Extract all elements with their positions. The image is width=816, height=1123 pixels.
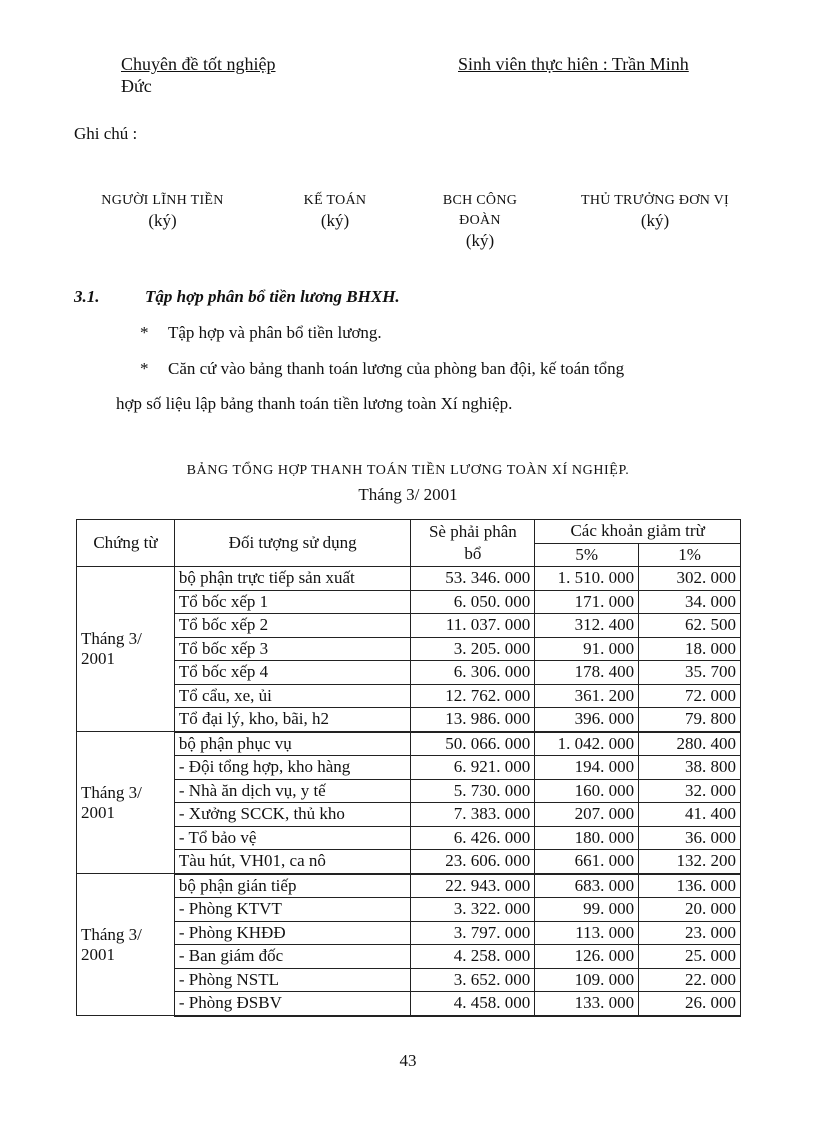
table-row: [77, 874, 741, 898]
row-5pct: 194. 000: [535, 756, 639, 780]
group-label: [77, 567, 175, 732]
row-1pct: 62. 500: [639, 614, 741, 638]
table-row: [77, 826, 741, 850]
header-doi-tuong-text: Đối tượng sử dụng: [228, 533, 357, 552]
header-se-phai-line2: bổ: [464, 544, 482, 563]
group-label: [77, 732, 175, 874]
row-name: - Phòng KTVT: [174, 898, 411, 922]
table-row: [77, 921, 741, 945]
group-label-line2: 2001: [81, 649, 115, 668]
table-row: [77, 661, 741, 685]
signature-title: THỦ TRƯỞNG ĐƠN VỊ: [580, 193, 730, 208]
row-amount: 53. 346. 000: [411, 567, 535, 591]
row-name: - Xưởng SCCK, thủ kho: [174, 803, 411, 827]
salary-table: [76, 519, 741, 1017]
signature-title: NGƯỜI LĨNH TIỀN: [101, 193, 224, 208]
group-label-line2: 2001: [81, 802, 115, 822]
row-5pct: 109. 000: [535, 968, 639, 992]
row-amount: 6. 426. 000: [411, 826, 535, 850]
header-se-phai: [411, 520, 535, 567]
row-1pct: 36. 000: [639, 826, 741, 850]
row-name: Tổ cẩu, xe, ủi: [174, 684, 411, 708]
row-5pct: 312. 400: [535, 614, 639, 638]
row-5pct: 91. 000: [535, 637, 639, 661]
row-name: Tổ bốc xếp 4: [174, 661, 411, 685]
row-1pct: 26. 000: [639, 992, 741, 1016]
group-label-line1: Tháng 3/: [81, 629, 142, 648]
row-1pct: 302. 000: [639, 567, 741, 591]
row-amount: 13. 986. 000: [411, 708, 535, 732]
table-row: [77, 945, 741, 969]
header-1pct: 1%: [639, 543, 741, 567]
group-label-line1: Tháng 3/: [81, 924, 142, 944]
signature-block-receiver: [80, 191, 245, 231]
table-row: [77, 779, 741, 803]
row-amount: 6. 050. 000: [411, 590, 535, 614]
row-amount: 3. 652. 000: [411, 968, 535, 992]
row-1pct: 38. 800: [639, 756, 741, 780]
row-5pct: 160. 000: [535, 779, 639, 803]
signature-block-accountant: [270, 191, 400, 231]
table-row: [77, 968, 741, 992]
row-name: - Phòng NSTL: [174, 968, 411, 992]
row-name: Tổ đại lý, kho, bãi, h2: [174, 708, 411, 732]
row-5pct: 207. 000: [535, 803, 639, 827]
signature-title-line1: BCH CÔNG: [442, 193, 518, 208]
row-1pct: 34. 000: [639, 590, 741, 614]
table-row: [77, 850, 741, 874]
row-amount: 12. 762. 000: [411, 684, 535, 708]
group-label: [77, 874, 175, 1016]
row-5pct: 1. 510. 000: [535, 567, 639, 591]
row-amount: 50. 066. 000: [411, 732, 535, 756]
row-5pct: 661. 000: [535, 850, 639, 874]
table-row: [77, 637, 741, 661]
row-amount: 7. 383. 000: [411, 803, 535, 827]
row-1pct: 23. 000: [639, 921, 741, 945]
row-amount: 23. 606. 000: [411, 850, 535, 874]
row-1pct: 20. 000: [639, 898, 741, 922]
table-row: [77, 756, 741, 780]
header-5pct: 5%: [535, 543, 639, 567]
table-row: [77, 732, 741, 756]
header-se-phai-line1: Sè phải phân: [428, 522, 517, 541]
row-amount: 6. 306. 000: [411, 661, 535, 685]
row-name: Tổ bốc xếp 1: [174, 590, 411, 614]
row-1pct: 132. 200: [639, 850, 741, 874]
section-title: Tập hợp phân bổ tiền lương BHXH.: [145, 287, 400, 306]
row-5pct: 126. 000: [535, 945, 639, 969]
row-5pct: 99. 000: [535, 898, 639, 922]
row-name: bộ phận gián tiếp: [174, 874, 411, 898]
row-1pct: 79. 800: [639, 708, 741, 732]
header-right: Sinh viên thực hiên : Trần Minh: [458, 54, 689, 74]
header-doi-tuong: [174, 520, 411, 567]
table-row: [77, 992, 741, 1016]
signature-sign: (ký): [465, 231, 495, 250]
row-amount: 4. 458. 000: [411, 992, 535, 1016]
row-1pct: 32. 000: [639, 779, 741, 803]
table-row: [77, 590, 741, 614]
header-left: Chuyên đề tốt nghiệp: [121, 54, 276, 74]
row-1pct: 72. 000: [639, 684, 741, 708]
row-name: Tàu hút, VH01, ca nô: [174, 850, 411, 874]
row-amount: 3. 322. 000: [411, 898, 535, 922]
row-5pct: 178. 400: [535, 661, 639, 685]
row-1pct: 18. 000: [639, 637, 741, 661]
row-5pct: 683. 000: [535, 874, 639, 898]
row-1pct: 280. 400: [639, 732, 741, 756]
row-5pct: 171. 000: [535, 590, 639, 614]
note-label: Ghi chú :: [74, 124, 138, 143]
row-5pct: 1. 042. 000: [535, 732, 639, 756]
page-number: 43: [399, 1051, 417, 1070]
bullet-star: *: [140, 359, 149, 378]
row-1pct: 22. 000: [639, 968, 741, 992]
table-row: [77, 614, 741, 638]
signature-block-union: [420, 191, 540, 251]
bullet-star: *: [140, 323, 149, 342]
table-row: [77, 898, 741, 922]
row-name: - Phòng KHĐĐ: [174, 921, 411, 945]
header-wrap: Đức: [121, 76, 152, 96]
row-5pct: 180. 000: [535, 826, 639, 850]
header-giam-tru: Các khoản giảm trừ: [535, 520, 741, 544]
row-1pct: 41. 400: [639, 803, 741, 827]
row-1pct: 35. 700: [639, 661, 741, 685]
row-name: bộ phận phục vụ: [174, 732, 411, 756]
header-chung-tu: Chứng từ: [77, 520, 175, 567]
row-name: - Ban giám đốc: [174, 945, 411, 969]
row-name: - Phòng ĐSBV: [174, 992, 411, 1016]
row-1pct: 25. 000: [639, 945, 741, 969]
row-name: - Đội tổng hợp, kho hàng: [174, 756, 411, 780]
signature-sign: (ký): [320, 211, 350, 230]
signature-title-line2: ĐOÀN: [459, 213, 501, 228]
group-label-line2: 2001: [81, 944, 115, 964]
section-number: 3.1.: [74, 287, 100, 306]
table-subtitle: Tháng 3/ 2001: [358, 485, 458, 504]
row-5pct: 396. 000: [535, 708, 639, 732]
table-row: [77, 708, 741, 732]
bullet-text-2-line2: hợp số liệu lập bảng thanh toán tiền lương toàn Xí nghiệp.: [116, 394, 513, 413]
row-5pct: 133. 000: [535, 992, 639, 1016]
row-amount: 6. 921. 000: [411, 756, 535, 780]
row-amount: 5. 730. 000: [411, 779, 535, 803]
row-amount: 22. 943. 000: [411, 874, 535, 898]
row-name: Tổ bốc xếp 3: [174, 637, 411, 661]
bullet-text-1: Tập hợp và phân bổ tiền lương.: [168, 323, 382, 342]
row-5pct: 113. 000: [535, 921, 639, 945]
row-name: - Tổ bảo vệ: [174, 826, 411, 850]
signature-title: KẾ TOÁN: [303, 193, 367, 208]
bullet-text-2-line1: Căn cứ vào bảng thanh toán lương của phòng ban đội, kế toán tổng: [168, 359, 625, 378]
group-label-line1: Tháng 3/: [81, 782, 142, 802]
row-amount: 3. 797. 000: [411, 921, 535, 945]
row-name: - Nhà ăn dịch vụ, y tế: [174, 779, 411, 803]
table-row: [77, 567, 741, 591]
row-1pct: 136. 000: [639, 874, 741, 898]
signature-sign: (ký): [640, 211, 670, 230]
row-name: Tổ bốc xếp 2: [174, 614, 411, 638]
table-row: [77, 684, 741, 708]
row-amount: 11. 037. 000: [411, 614, 535, 638]
row-5pct: 361. 200: [535, 684, 639, 708]
row-amount: 3. 205. 000: [411, 637, 535, 661]
signature-block-head: [560, 191, 750, 231]
table-row: [77, 803, 741, 827]
row-amount: 4. 258. 000: [411, 945, 535, 969]
row-name: bộ phận trực tiếp sản xuất: [174, 567, 411, 591]
signature-sign: (ký): [148, 211, 177, 230]
table-title: BẢNG TỔNG HỢP THANH TOÁN TIỀN LƯƠNG TOÀN XÍ NGHIỆP.: [186, 463, 630, 478]
